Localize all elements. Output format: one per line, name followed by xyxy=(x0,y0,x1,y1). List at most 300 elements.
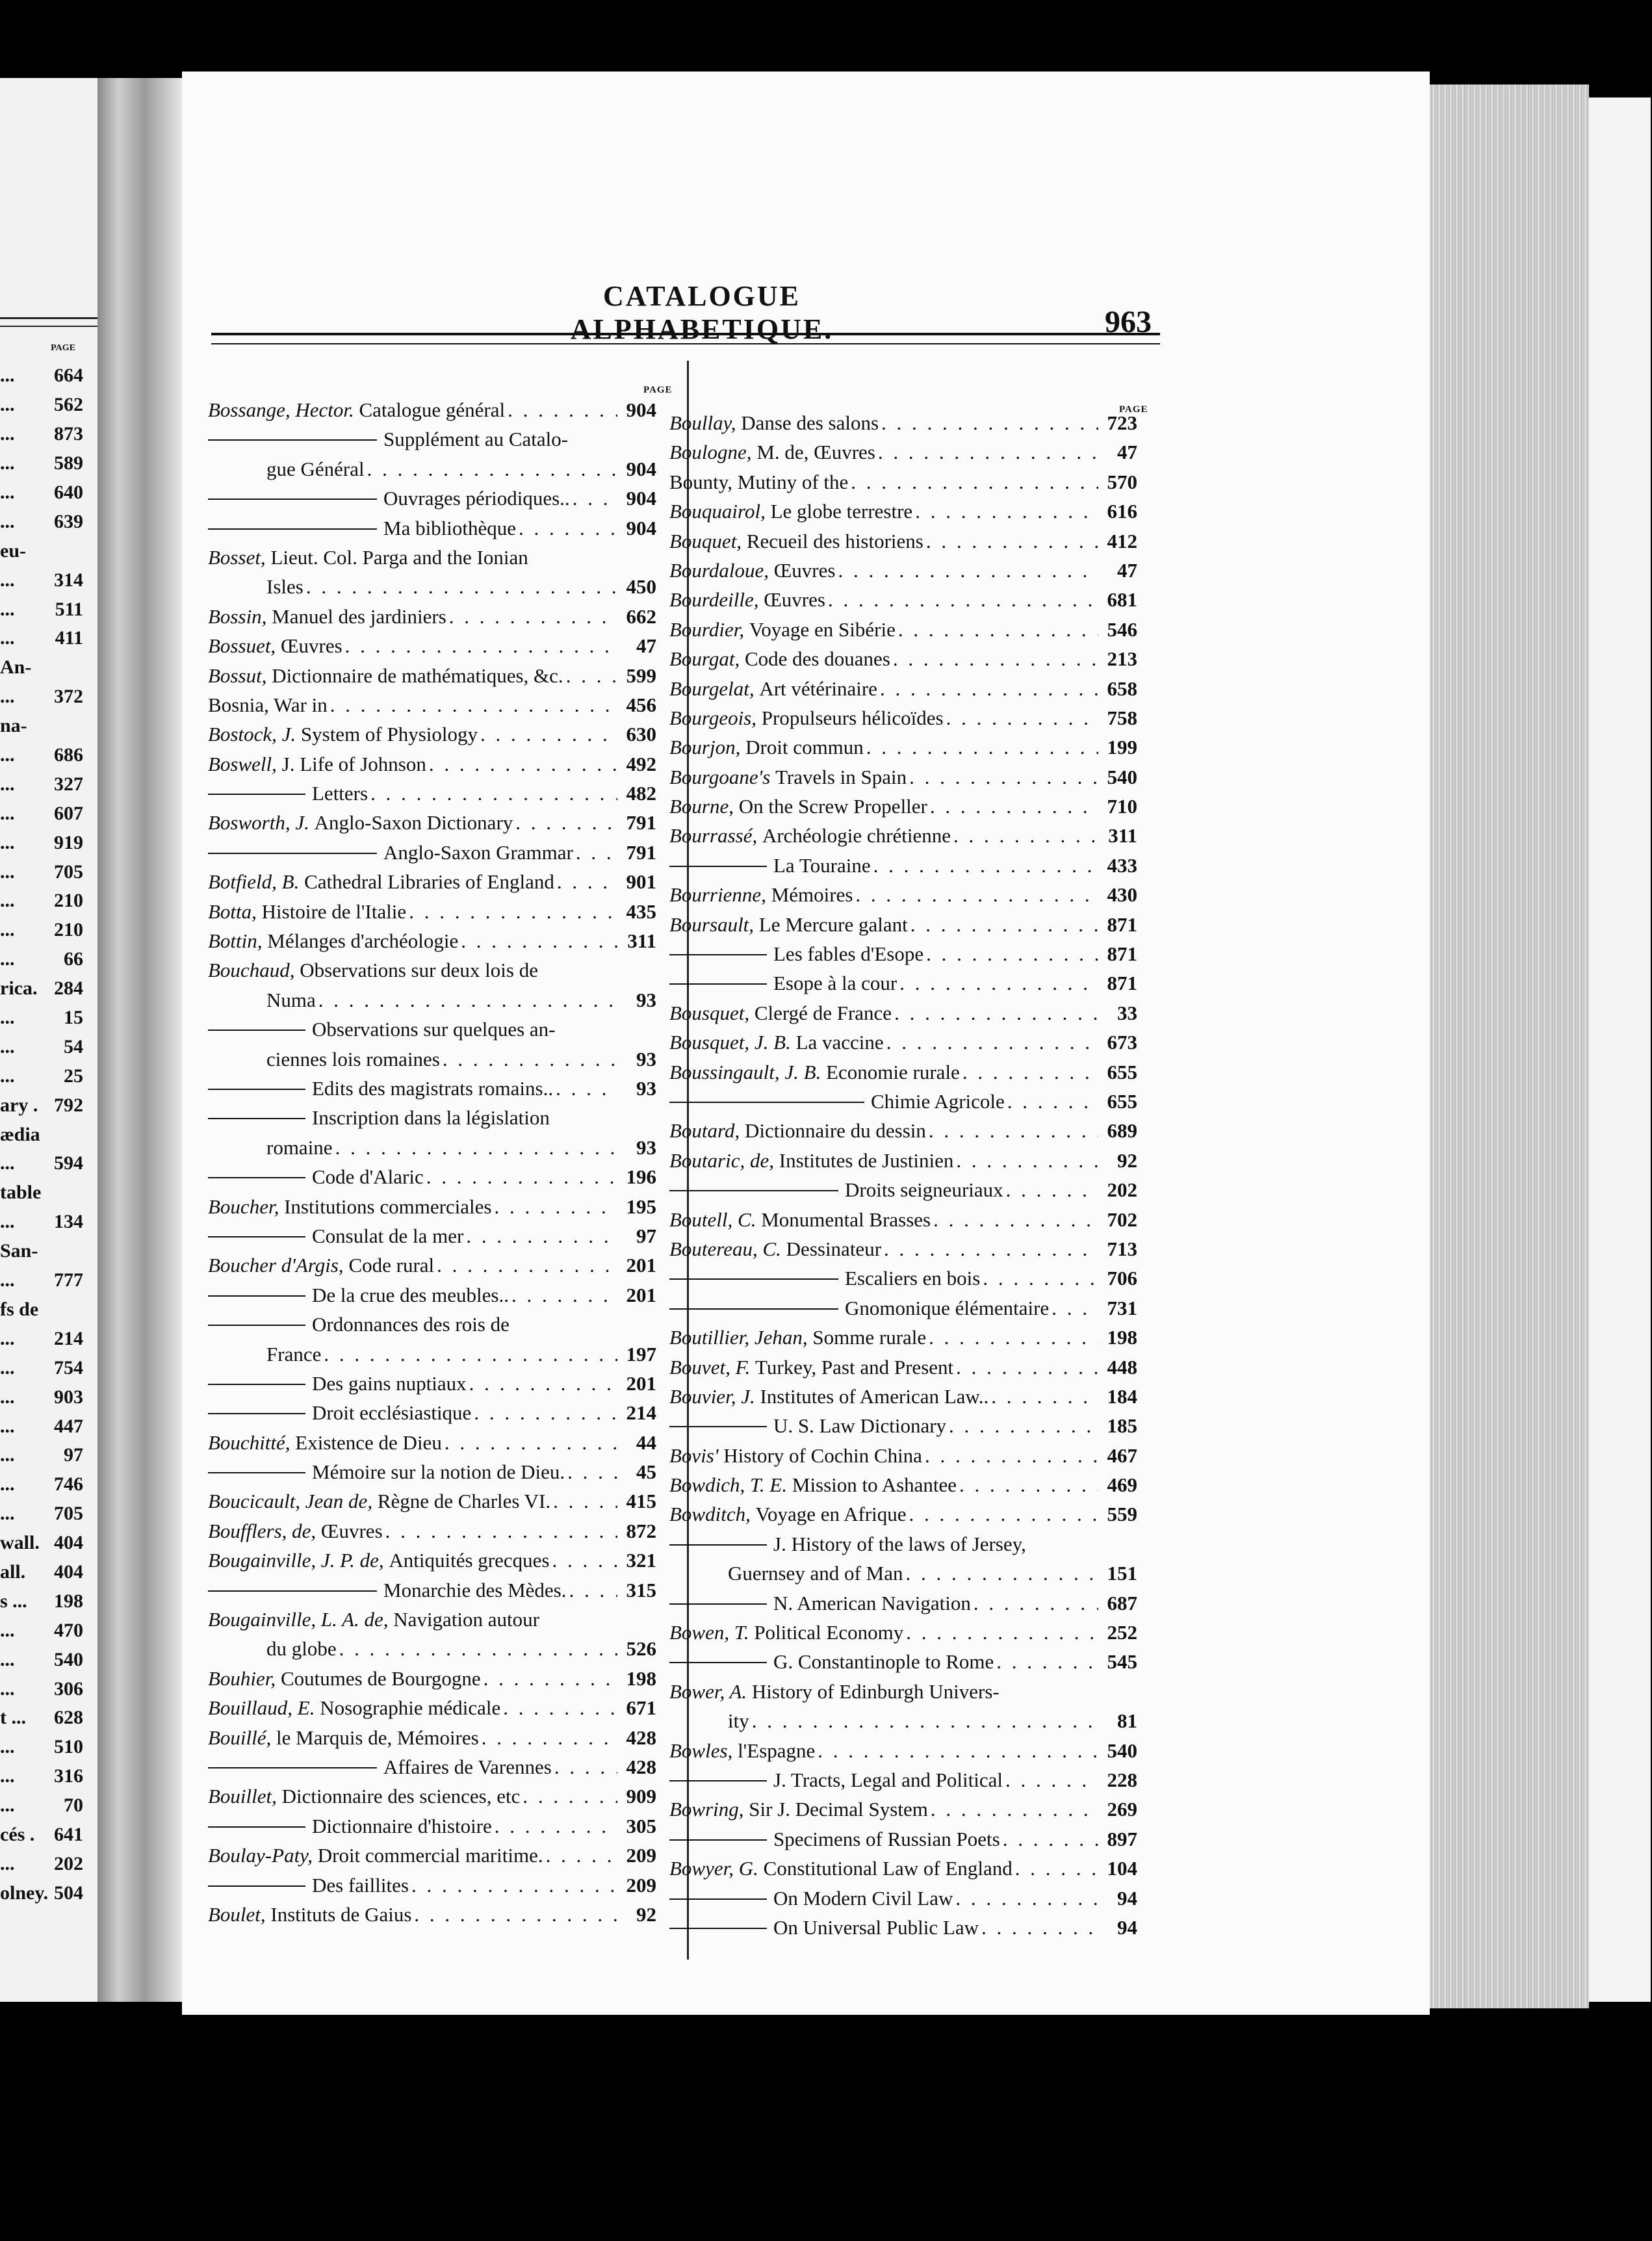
dot-leader xyxy=(505,395,617,424)
left-page-fragment: fs de xyxy=(0,1298,39,1320)
entry-title: Anglo-Saxon Grammar xyxy=(383,840,573,864)
left-page-fragment: ... xyxy=(0,773,15,795)
entry-title: Constitutional Law of England xyxy=(763,1857,1013,1880)
catalogue-entry xyxy=(208,543,656,572)
page-ref: 321 xyxy=(626,1549,656,1572)
author-name: Bousquet, J. B. xyxy=(669,1031,791,1054)
catalogue-entry xyxy=(669,1057,1137,1087)
page-ref: 94 xyxy=(1117,1886,1137,1910)
left-page-page-ref: 25 xyxy=(64,1065,83,1087)
catalogue-entry xyxy=(669,1499,1137,1529)
left-page-row xyxy=(0,916,83,945)
author-name: Bourne, xyxy=(669,795,734,818)
dot-leader xyxy=(565,1457,617,1486)
page-ref: 706 xyxy=(1107,1267,1137,1290)
page-ref: 546 xyxy=(1107,617,1137,641)
entry-title: Esope à la cour xyxy=(773,972,897,995)
catalogue-entry xyxy=(669,998,1137,1028)
page-ref: 435 xyxy=(626,900,656,923)
page-ref: 195 xyxy=(626,1195,656,1218)
dot-leader xyxy=(960,1057,1098,1087)
page-ref: 713 xyxy=(1107,1237,1137,1260)
page-ref: 492 xyxy=(626,752,656,775)
left-page-fragment: olney. xyxy=(0,1882,49,1904)
left-page-fragment: ... xyxy=(0,1065,15,1087)
left-page-fragment: ... xyxy=(0,686,15,708)
catalogue-entry xyxy=(208,897,656,926)
author-name: Bourgat, xyxy=(669,647,740,671)
left-page-page-ref: 66 xyxy=(64,948,83,970)
dot-leader xyxy=(337,1634,617,1663)
page-ref: 228 xyxy=(1107,1768,1137,1791)
catalogue-entry xyxy=(669,1677,1137,1706)
catalogue-entry xyxy=(669,910,1137,939)
book-gutter xyxy=(97,78,182,2002)
left-page-row xyxy=(0,653,83,682)
entry-title: On Modern Civil Law xyxy=(773,1886,953,1910)
page-ref: 33 xyxy=(1117,1001,1137,1024)
left-page-fragment: cés . xyxy=(0,1823,35,1845)
page-ref: 196 xyxy=(626,1165,656,1189)
page-ref: 731 xyxy=(1107,1296,1137,1319)
page-ref: 201 xyxy=(626,1371,656,1395)
left-page-row xyxy=(0,1412,83,1441)
left-page-fragment: ... xyxy=(0,482,15,503)
entry-title: Consulat de la mer xyxy=(312,1224,464,1247)
entry-title: Edits des magistrats romains.. xyxy=(312,1076,554,1100)
left-page-page-ref: 284 xyxy=(54,978,83,1000)
catalogue-entry xyxy=(669,703,1137,732)
entry-title: Droit ecclésiastique xyxy=(312,1401,472,1425)
page-ref: 184 xyxy=(1107,1384,1137,1408)
page-ref: 311 xyxy=(627,929,656,953)
left-page-row xyxy=(0,799,83,828)
ditto-dash xyxy=(669,1779,767,1781)
page-ref: 197 xyxy=(626,1342,656,1366)
page-ref: 198 xyxy=(626,1666,656,1690)
author-name: Bouquairol, xyxy=(669,500,766,523)
entry-title: Droits seigneuriaux xyxy=(845,1178,1003,1202)
catalogue-entry xyxy=(208,454,656,484)
ditto-dash xyxy=(669,1543,767,1546)
left-page-fragment: An- xyxy=(0,656,32,679)
entry-title: Institutes of American Law.. xyxy=(760,1384,989,1408)
catalogue-entry xyxy=(208,1841,656,1870)
catalogue-entry xyxy=(669,556,1137,585)
left-page-row xyxy=(0,1499,83,1529)
left-page-fragment: ... xyxy=(0,744,15,766)
entry-title: Le Mercure galant xyxy=(758,913,908,936)
left-page-page-ref: 639 xyxy=(54,510,83,532)
page-ref: 901 xyxy=(626,870,656,894)
dot-leader xyxy=(881,1234,1098,1263)
page-ref: 93 xyxy=(636,988,656,1011)
ditto-dash xyxy=(669,1838,767,1841)
dot-leader xyxy=(928,1794,1098,1824)
page-ref: 185 xyxy=(1107,1414,1137,1438)
left-page-fragment: ... xyxy=(0,1619,15,1641)
entry-title: Dictionnaire des sciences, etc xyxy=(281,1785,521,1808)
dot-leader xyxy=(971,1588,1098,1618)
left-page-page-ref: 404 xyxy=(54,1561,83,1583)
page-ref: 209 xyxy=(626,1873,656,1897)
catalogue-entry xyxy=(208,1605,656,1634)
author-name: Bowles, xyxy=(669,1739,733,1762)
entry-title: Political Economy xyxy=(754,1621,904,1644)
page-ref: 630 xyxy=(626,723,656,746)
ditto-dash xyxy=(208,851,377,854)
entry-title: Catalogue général xyxy=(359,398,506,421)
catalogue-entry xyxy=(669,1588,1137,1618)
left-page-fragment: ... xyxy=(0,1415,15,1437)
catalogue-entry xyxy=(208,719,656,749)
catalogue-entry xyxy=(208,779,656,808)
author-name: Bourdaloue, xyxy=(669,558,769,582)
catalogue-entry xyxy=(669,1706,1137,1735)
left-page-fragment: ... xyxy=(0,919,15,941)
catalogue-entry xyxy=(208,1192,656,1221)
dot-leader xyxy=(333,1133,617,1162)
catalogue-entry xyxy=(208,749,656,779)
entry-title: Sir J. Decimal System xyxy=(749,1798,928,1821)
page-ref: 433 xyxy=(1107,853,1137,877)
author-name: Bouillé, xyxy=(208,1726,272,1749)
left-page-page-ref: 640 xyxy=(54,482,83,503)
entry-title: Œuvres xyxy=(320,1519,383,1542)
left-page-row xyxy=(0,1616,83,1645)
dot-leader xyxy=(1003,1765,1098,1794)
entry-title: Navigation autour xyxy=(393,1608,539,1631)
left-page-row xyxy=(0,449,83,478)
catalogue-entry xyxy=(669,615,1137,644)
left-page-fragment: ary . xyxy=(0,1094,38,1116)
left-page-page-ref: 607 xyxy=(54,802,83,824)
ditto-dash xyxy=(208,1412,305,1414)
catalogue-entry xyxy=(669,1293,1137,1323)
left-page-page-ref: 589 xyxy=(54,452,83,474)
author-name: Boulay-Paty, xyxy=(208,1844,313,1867)
left-page-page-ref: 754 xyxy=(54,1356,83,1379)
catalogue-entry xyxy=(208,985,656,1015)
catalogue-entry xyxy=(208,572,656,601)
page-ref: 305 xyxy=(626,1814,656,1837)
left-page-fragment: ... xyxy=(0,802,15,824)
entry-title: Dictionnaire d'histoire xyxy=(312,1814,492,1837)
dot-leader xyxy=(434,1250,617,1280)
dot-leader xyxy=(853,880,1098,909)
left-page-row xyxy=(0,361,83,391)
catalogue-entry xyxy=(208,661,656,690)
entry-title: Supplément au Catalo- xyxy=(383,428,569,451)
catalogue-entry xyxy=(208,631,656,660)
catalogue-entry xyxy=(669,1559,1137,1588)
left-page-row xyxy=(0,624,83,653)
entry-title: Isles xyxy=(266,575,303,599)
left-page-row xyxy=(0,770,83,799)
dot-leader xyxy=(1005,1087,1098,1116)
left-page-fragment: ... xyxy=(0,423,15,445)
page-ref: 482 xyxy=(626,782,656,805)
entry-title: Dictionnaire de mathématiques, &c. xyxy=(272,664,563,687)
catalogue-entry xyxy=(208,1811,656,1841)
catalogue-entry xyxy=(669,1765,1137,1794)
author-name: Boufflers, de, xyxy=(208,1519,316,1542)
dot-leader xyxy=(979,1913,1098,1942)
dot-leader xyxy=(848,467,1098,497)
header-rule xyxy=(211,333,1160,344)
left-page-row xyxy=(0,536,83,565)
catalogue-entry xyxy=(208,395,656,424)
page-ref: 897 xyxy=(1107,1827,1137,1850)
dot-leader xyxy=(903,1618,1098,1647)
left-page-page-ref: 664 xyxy=(54,365,83,387)
dot-leader xyxy=(406,897,617,926)
left-page-page-ref: 470 xyxy=(54,1619,83,1641)
left-page-row xyxy=(0,828,83,857)
dot-leader xyxy=(908,910,1098,939)
page-ref: 93 xyxy=(636,1047,656,1070)
entry-title: Œuvres xyxy=(773,558,836,582)
author-name: Bower, A. xyxy=(669,1679,747,1703)
catalogue-entry xyxy=(669,1028,1137,1057)
page-ref: 428 xyxy=(626,1755,656,1778)
entry-title: Escaliers en bois xyxy=(845,1267,981,1290)
entry-title: Somme rurale xyxy=(812,1326,927,1349)
ditto-dash xyxy=(208,1028,305,1031)
ditto-dash xyxy=(669,1926,767,1929)
left-page-page-ref: 316 xyxy=(54,1765,83,1787)
author-name: Bostock, J. xyxy=(208,723,296,746)
entry-title: Mission to Ashantee xyxy=(792,1473,957,1497)
ditto-dash xyxy=(208,1323,305,1326)
catalogue-entry xyxy=(669,939,1137,968)
left-page-fragment: ... xyxy=(0,1035,15,1057)
dot-leader xyxy=(906,1499,1098,1529)
author-name: Bovis' xyxy=(669,1444,719,1467)
left-page-fragment: ... xyxy=(0,861,15,883)
author-name: Bourdier, xyxy=(669,617,745,641)
left-page-row xyxy=(0,741,83,770)
catalogue-entry xyxy=(208,1634,656,1663)
left-page-fragment: ... xyxy=(0,598,15,620)
catalogue-entry xyxy=(208,602,656,631)
ditto-dash xyxy=(208,1825,305,1828)
author-name: Botta, xyxy=(208,900,257,923)
dot-leader xyxy=(923,526,1098,556)
dot-leader xyxy=(951,821,1098,850)
dot-leader xyxy=(440,1044,617,1074)
catalogue-entry xyxy=(208,1457,656,1486)
page-ref: 540 xyxy=(1107,1739,1137,1762)
author-name: Boullay, xyxy=(669,411,736,434)
left-page-row xyxy=(0,1178,83,1208)
page-ref: 430 xyxy=(1107,883,1137,907)
author-name: Bossut, xyxy=(208,664,267,687)
catalogue-entry xyxy=(669,732,1137,762)
dot-leader xyxy=(926,1323,1098,1352)
left-page-page-ref: 54 xyxy=(64,1035,83,1057)
author-name: Boucher d'Argis, xyxy=(208,1254,344,1277)
left-page-page-ref: 777 xyxy=(54,1269,83,1291)
page-ref: 689 xyxy=(1107,1119,1137,1143)
catalogue-entry xyxy=(669,1913,1137,1942)
left-page-fragment: t ... xyxy=(0,1707,26,1729)
ditto-dash xyxy=(208,1176,305,1178)
catalogue-entry xyxy=(208,1516,656,1546)
left-page-page-ref: 202 xyxy=(54,1852,83,1874)
page-ref: 540 xyxy=(1107,765,1137,788)
page-ref: 871 xyxy=(1107,942,1137,966)
entry-title: On Universal Public Law xyxy=(773,1915,979,1939)
dot-leader xyxy=(890,644,1098,673)
author-name: Boucicault, Jean de, xyxy=(208,1490,373,1513)
catalogue-entry xyxy=(669,1441,1137,1470)
catalogue-entry xyxy=(669,1411,1137,1440)
catalogue-entry xyxy=(208,1250,656,1280)
dot-leader xyxy=(316,985,617,1015)
entry-title: Mémoire sur la notion de Dieu. xyxy=(312,1460,565,1484)
entry-title: Specimens of Russian Poets xyxy=(773,1827,1000,1850)
left-page-row xyxy=(0,478,83,508)
entry-title: Nosographie médicale xyxy=(320,1696,501,1720)
dot-leader xyxy=(573,838,617,867)
left-page-row xyxy=(0,1878,83,1908)
entry-title: ciennes lois romaines xyxy=(266,1047,440,1070)
entry-title: Le globe terrestre xyxy=(770,500,913,523)
entry-title: Institutes de Justinien xyxy=(779,1148,954,1172)
left-page-rule xyxy=(0,317,97,327)
author-name: Boutaric, de, xyxy=(669,1148,774,1172)
page-ref: 47 xyxy=(636,634,656,658)
left-page-row xyxy=(0,945,83,974)
left-page-fragment: ... xyxy=(0,1765,15,1787)
catalogue-entry xyxy=(208,484,656,513)
dot-leader xyxy=(825,585,1098,614)
dot-leader xyxy=(554,867,617,896)
entry-title: ity xyxy=(728,1709,749,1733)
author-name: Bouillet, xyxy=(208,1785,277,1808)
entry-title: Droit commun xyxy=(745,736,864,759)
catalogue-entry xyxy=(208,1044,656,1074)
catalogue-entry xyxy=(669,644,1137,673)
left-page-row xyxy=(0,1791,83,1820)
entry-title: Ma bibliothèque xyxy=(383,516,517,539)
page-ref: 92 xyxy=(636,1902,656,1926)
dot-leader xyxy=(424,1162,617,1191)
ditto-dash xyxy=(208,1087,305,1090)
left-page-fragment: s ... xyxy=(0,1590,27,1612)
entry-title: Chimie Agricole xyxy=(871,1089,1005,1113)
catalogue-entry xyxy=(669,1382,1137,1411)
author-name: Boswell, xyxy=(208,752,277,775)
catalogue-entry xyxy=(669,467,1137,497)
page-ref: 47 xyxy=(1117,441,1137,464)
left-page-page-ref: 540 xyxy=(54,1648,83,1670)
catalogue-entry xyxy=(669,497,1137,526)
author-name: Bousquet, xyxy=(669,1001,750,1024)
catalogue-entry xyxy=(669,1736,1137,1765)
dot-leader xyxy=(513,808,617,837)
entry-title: Recueil des historiens xyxy=(746,529,923,552)
left-page-fragment: ... xyxy=(0,1269,15,1291)
author-name: Bougainville, L. A. de, xyxy=(208,1608,389,1631)
entry-title: Mémoires xyxy=(771,883,853,907)
page-ref: 93 xyxy=(636,1135,656,1159)
entry-title: Economie rurale xyxy=(826,1060,960,1083)
dot-leader xyxy=(835,556,1098,585)
page-ref: 209 xyxy=(626,1844,656,1867)
catalogue-entry xyxy=(208,690,656,719)
page-ref: 415 xyxy=(626,1490,656,1513)
catalogue-entry xyxy=(208,1752,656,1781)
entry-title: Letters xyxy=(312,782,368,805)
left-page-row xyxy=(0,1353,83,1382)
page-ref: 655 xyxy=(1107,1060,1137,1083)
page-ref: 93 xyxy=(636,1076,656,1100)
page-ref: 151 xyxy=(1107,1562,1137,1585)
entry-title: du globe xyxy=(266,1637,337,1661)
left-page-page-ref: 705 xyxy=(54,1503,83,1525)
left-page-page-ref: 372 xyxy=(54,686,83,708)
left-page-fragment: ... xyxy=(0,1736,15,1758)
entry-title: J. History of the laws of Jersey, xyxy=(773,1532,1026,1555)
ditto-dash xyxy=(669,1189,838,1191)
dot-leader xyxy=(988,1382,1098,1411)
author-name: Bouchaud, xyxy=(208,959,295,982)
left-page-row xyxy=(0,391,83,420)
page-ref: 198 xyxy=(1107,1326,1137,1349)
dot-leader xyxy=(912,497,1098,526)
left-page-page-ref: 411 xyxy=(55,627,83,649)
author-name: Boucher, xyxy=(208,1195,279,1218)
dot-leader xyxy=(328,690,617,719)
catalogue-entry xyxy=(669,1824,1137,1854)
catalogue-entry xyxy=(669,821,1137,850)
catalogue-entry xyxy=(208,424,656,454)
page-ref: 201 xyxy=(626,1283,656,1306)
left-page-page-ref: 792 xyxy=(54,1094,83,1116)
dot-leader xyxy=(926,1116,1098,1145)
dot-leader xyxy=(944,703,1098,732)
left-page-column xyxy=(0,361,83,1908)
entry-title: M. de, Œuvres xyxy=(756,441,875,464)
author-name: Boutard, xyxy=(669,1119,740,1143)
catalogue-entry xyxy=(669,674,1137,703)
entry-title: Propulseurs hélicoïdes xyxy=(761,706,944,729)
left-page-fragment: ... xyxy=(0,1852,15,1874)
dot-leader xyxy=(896,615,1098,644)
page-ref: 658 xyxy=(1107,677,1137,700)
ditto-dash xyxy=(669,864,767,867)
entry-title: Les fables d'Esope xyxy=(773,942,924,966)
page-ref: 104 xyxy=(1107,1857,1137,1880)
left-page-row xyxy=(0,1324,83,1353)
entry-title: Ouvrages périodiques.. xyxy=(383,487,570,510)
page-ref: 702 xyxy=(1107,1208,1137,1231)
catalogue-entry xyxy=(208,926,656,955)
page-ref: 616 xyxy=(1107,500,1137,523)
dot-leader xyxy=(426,749,617,779)
page-ref: 909 xyxy=(626,1785,656,1808)
left-page-fragment: ... xyxy=(0,569,15,591)
entry-title: Numa xyxy=(266,988,316,1011)
entry-title: Des gains nuptiaux xyxy=(312,1371,467,1395)
entry-title: Inscription dans la législation xyxy=(312,1106,550,1130)
ditto-dash xyxy=(208,1884,305,1887)
page-ref: 311 xyxy=(1108,824,1137,848)
catalogue-entry xyxy=(208,1133,656,1162)
entry-title: Ordonnances des rois de xyxy=(312,1313,510,1336)
